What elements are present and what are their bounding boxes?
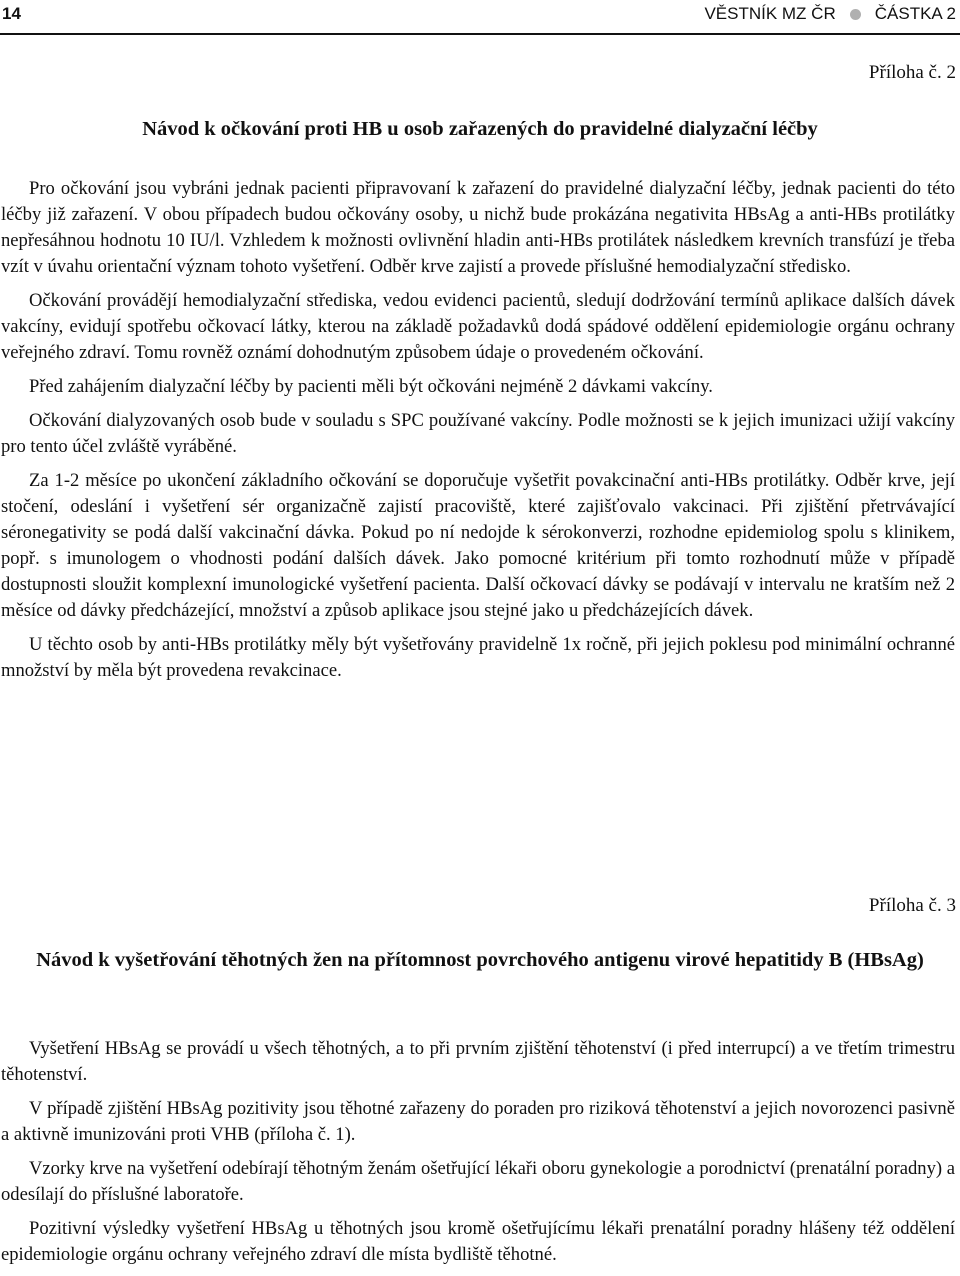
page-header <box>0 0 960 30</box>
annex-3-label: Příloha č. 3 <box>868 895 956 916</box>
annex-2-title: Návod k očkování proti HB u osob zařazených do pravidelné dialyzační léčby <box>142 118 818 140</box>
page-number: 14 <box>2 4 21 23</box>
bullet-dot-icon <box>850 9 861 20</box>
annex-2-body <box>1 176 955 692</box>
annex-2-label: Příloha č. 2 <box>868 62 956 83</box>
annex-3-body <box>1 1036 955 1276</box>
annex-2-paragraph: Očkování provádějí hemodialyzační střediska, vedou evidenci pacientů, sledují dodržování termínů aplikace dalších dávek vakcíny, evidují spotřebu očkovací látky, kterou na základě požadavků dodá spádové oddělení epidemiologie orgánu ochrany veřejného zdraví. Tomu rovněž oznámí dohodnutým způsobem údaje o provedeném očkování. <box>1 290 955 363</box>
header-rule <box>0 33 960 35</box>
annex-2-paragraph: Za 1-2 měsíce po ukončení základního očkování se doporučuje vyšetřit povakcinační anti-HBs protilátky. Odběr krve, její stočení, odeslání i vyšetření sér organizačně zajistí pracoviště, které zajišťovalo vakcinaci. Při zjištění přetrvávající séronegativity se podá další vakcinační dávka. Pokud po ní nedojde k sérokonverzi, rozhodne epidemiolog spolu s klinikem, popř. s imunologem o vhodnosti podání dalších dávek. Jako pomocné kritérium při tomto rozhodnutí může v případě dostupnosti sloužit komplexní imunologické vyšetření pacienta. Další očkovací dávky se podávají v intervalu ne kratším než 2 měsíce od dávky předcházející, množství a způsob aplikace jsou stejné jako u předcházejících dávek. <box>1 470 955 621</box>
annex-2-paragraph: Před zahájením dialyzační léčby by pacienti měli být očkováni nejméně 2 dávkami vakcíny. <box>29 376 713 397</box>
annex-2-paragraph: Očkování dialyzovaných osob bude v souladu s SPC používané vakcíny. Podle možnosti se k jejich imunizaci užijí vakcíny pro tento účel zvláště vyráběné. <box>1 410 955 457</box>
journal-part: ČÁSTKA 2 <box>874 4 956 23</box>
annex-2-paragraph: U těchto osob by anti-HBs protilátky měly být vyšetřovány pravidelně 1x ročně, při jejich poklesu pod minimální ochranné množství by měla být provedena revakcinace. <box>1 634 955 681</box>
annex-3-title: Návod k vyšetřování těhotných žen na přítomnost povrchového antigenu virové hepatitidy B (HBsAg) <box>36 949 924 971</box>
annex-3-paragraph: Pozitivní výsledky vyšetření HBsAg u těhotných jsou kromě ošetřujícímu lékaři prenatální poradny hlášeny též oddělení epidemiologie orgánu ochrany veřejného zdraví dle místa bydliště těhotné. <box>1 1218 955 1265</box>
annex-3-paragraph: V případě zjištění HBsAg pozitivity jsou těhotné zařazeny do poraden pro riziková těhotenství a jejich novorozenci pasivně a aktivně imunizováni proti VHB (příloha č. 1). <box>1 1098 955 1145</box>
annex-3-paragraph: Vyšetření HBsAg se provádí u všech těhotných, a to při prvním zjištění těhotenství (i před interrupcí) a ve třetím trimestru těhotenství. <box>1 1038 955 1085</box>
journal-title: VĚSTNÍK MZ ČR <box>704 4 836 23</box>
annex-3-paragraph: Vzorky krve na vyšetření odebírají těhotným ženám ošetřující lékaři oboru gynekologie a porodnictví (prenatální poradny) a odesílají do příslušné laboratoře. <box>1 1158 955 1205</box>
journal-name <box>704 4 956 24</box>
annex-2-paragraph: Pro očkování jsou vybráni jednak pacienti připravovaní k zařazení do pravidelné dialyzační léčby, jednak pacienti do této léčby již zařazení. V obou případech budou očkovány osoby, u nichž bude prokázána negativita HBsAg a anti-HBs protilátky nepřesáhnou hodnotu 10 IU/l. Vzhledem k možnosti ovlivnění hladin anti-HBs protilátek následkem krevních transfúzí je třeba vzít v úvahu orientační význam tohoto vyšetření. Odběr krve zajistí a provede příslušné hemodialyzační středisko. <box>1 178 955 277</box>
